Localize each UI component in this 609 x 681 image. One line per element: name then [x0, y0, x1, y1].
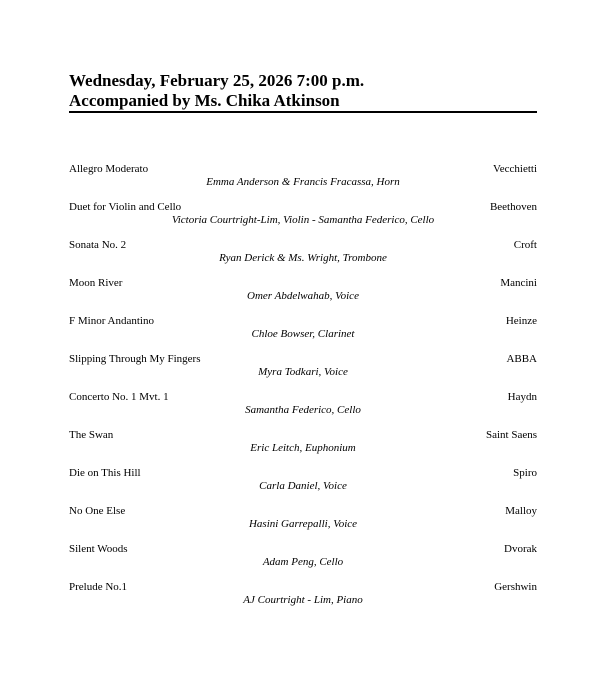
program-entry: [69, 239, 537, 277]
piece-title: Prelude No.1: [69, 581, 128, 593]
program-entry: [69, 467, 537, 505]
piece-performers: Samantha Federico, Cello: [245, 404, 361, 416]
program-entry: [69, 505, 537, 543]
piece-title: Concerto No. 1 Mvt. 1: [69, 391, 169, 403]
program-entry: [69, 429, 537, 467]
piece-title: Duet for Violin and Cello: [69, 201, 182, 213]
piece-title: Moon River: [69, 277, 123, 289]
program-entry: [69, 277, 537, 315]
piece-performers: Victoria Courtright-Lim, Violin - Samantha Federico, Cello: [171, 214, 435, 226]
piece-title: No One Else: [69, 505, 126, 517]
piece-composer: Vecchietti: [493, 163, 537, 175]
piece-title: Sonata No. 2: [69, 239, 127, 251]
piece-composer: Malloy: [505, 505, 537, 517]
program-entry: [69, 201, 537, 239]
piece-composer: Beethoven: [489, 201, 537, 213]
piece-performers: Omer Abdelwahab, Voice: [247, 290, 359, 302]
program-entry: [69, 163, 537, 201]
accompanist-line: Accompanied by Ms. Chika Atkinson: [69, 91, 340, 110]
piece-composer: Dvorak: [504, 543, 537, 555]
piece-performers: Carla Daniel, Voice: [259, 480, 347, 492]
piece-composer: Spiro: [513, 467, 537, 479]
piece-composer: Gershwin: [494, 581, 537, 593]
piece-performers: Emma Anderson & Francis Fracassa, Horn: [206, 176, 400, 188]
program-entry: [69, 391, 537, 429]
program-entry: [69, 581, 537, 619]
program-entry: [69, 353, 537, 391]
concert-date-time: Wednesday, February 25, 2026 7:00 p.m.: [69, 71, 365, 90]
program-entry: [69, 315, 537, 353]
piece-performers: Hasini Garrepalli, Voice: [248, 518, 358, 530]
piece-performers: Adam Peng, Cello: [262, 556, 344, 568]
header-divider: [69, 111, 537, 113]
piece-composer: Heinze: [505, 315, 537, 327]
program-entry: [69, 543, 537, 581]
piece-title: F Minor Andantino: [69, 315, 154, 327]
piece-performers: Ryan Derick & Ms. Wright, Trombone: [219, 252, 387, 264]
program-list: [69, 163, 537, 619]
piece-performers: Eric Leitch, Euphonium: [250, 442, 356, 454]
program-header: [69, 71, 537, 111]
piece-title: Slipping Through My Fingers: [69, 353, 201, 365]
piece-title: The Swan: [69, 429, 114, 441]
piece-performers: Chloe Bowser, Clarinet: [251, 328, 355, 340]
piece-performers: Myra Todkari, Voice: [258, 366, 348, 378]
piece-performers: AJ Courtright - Lim, Piano: [243, 594, 363, 606]
piece-composer: Mancini: [500, 277, 537, 289]
piece-title: Die on This Hill: [69, 467, 141, 479]
piece-title: Allegro Moderato: [69, 163, 149, 175]
piece-composer: ABBA: [506, 353, 537, 365]
piece-title: Silent Woods: [69, 543, 128, 555]
piece-composer: Croft: [513, 239, 537, 251]
piece-composer: Saint Saens: [485, 429, 537, 441]
piece-composer: Haydn: [507, 391, 537, 403]
